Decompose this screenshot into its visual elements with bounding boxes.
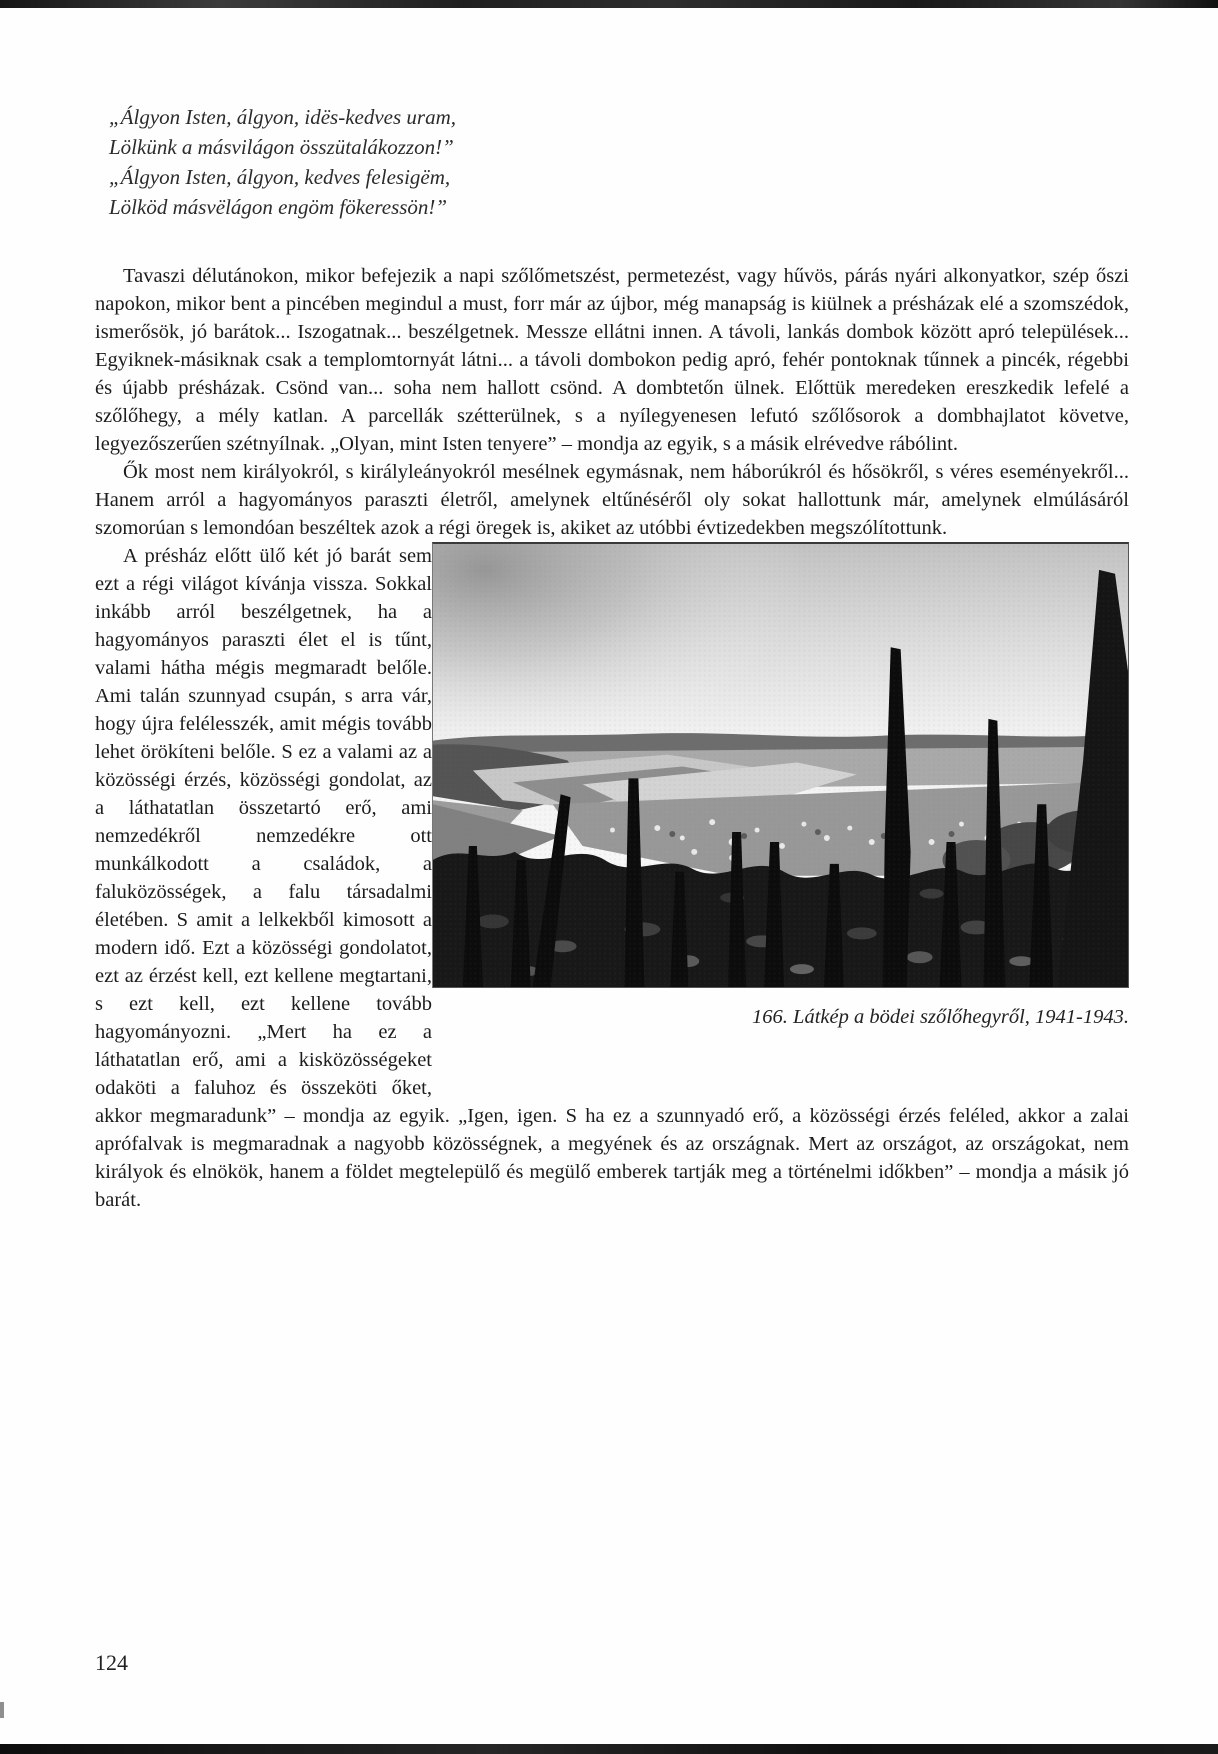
epigraph-line: „Álgyon Isten, álgyon, idës-kedves uram, xyxy=(109,105,457,129)
paragraph-1: Tavaszi délutánokon, mikor befejezik a napi szőlőmetszést, permetezést, vagy hűvös, párás nyári alkonyatkor, szép őszi napokon, mikor bent a pincében megindul a must, forr már az újbor, még manapság is kiülnek a présházak elé a szomszédok, ismerősök, jó barátok... Iszogatnak... beszélgetnek. Messze ellátni innen. A távoli, lankás dombok között apró települések... Egyiknek-másiknak csak a templomtornyát látni... a távoli dombokon pedig apró, fehér pontoknak tűnnek a pincék, régebbi és újabb présházak. Csönd van... soha nem hallott csönd. A dombtetőn ülnek. Előttük meredeken ereszkedik lefelé a szőlőhegy, a mély katlan. A parcellák szétterülnek, s a nyílegyenesen lefutó szőlősorok a dombhajlatot követve, legyezőszerűen szétnyílnak. „Olyan, mint Isten tenyere” – mondja az egyik, s a másik elrévedve rábólint. xyxy=(95,265,1129,455)
paragraph-3: A présház előtt ülő két jó barát sem ezt a régi világot kívánja vissza. Sokkal inkább arról beszélgetnek, ha a hagyományos paraszti élet el is tűnt, valami hátha mégis megmaradt belőle. Ami talán szunnyad csupán, s arra vár, hogy újra felélesszék, amit mégis tovább lehet örökíteni belőle. S ez a valami az a közösségi érzés, közösségi gondolat, az a láthatatlan összetartó erő, ami nemzedékről nemzedékre ott munkálkodott a családok, a faluközösségek, a falu társadalmi életében. S amit a lelkekből kimosott a modern idő. Ezt a közösségi gondolatot, ezt az érzést kell, ezt kellene megtartani, s ezt kell, ezt kellene tovább hagyományozni. „Mert ha ez a láthatatlan erő, ami a kisközösségeket odaköti a faluhoz és összeköti őket, akkor megmaradunk” – mondja az egyik. „Igen, igen. S ha ez a szunnyadó erő, a közösségi érzés feléled, akkor a zalai aprófalvak is megmaradnak a nagyobb közösségnek, a megyének és az országnak. Mert az országot, az országokat, nem királyok és elnökök, hanem a földet megtelepülő és megülő emberek tartják meg a történelmi időkben” – mondja a másik jó barát. xyxy=(95,545,1129,1211)
figure-166 xyxy=(432,542,1129,1102)
epigraph xyxy=(109,102,1129,222)
epigraph-line: Lölköd másvëlágon engöm fökeressön!” xyxy=(109,195,448,219)
figure-caption: 166. Látkép a bödei szőlőhegyről, 1941-1943. xyxy=(752,1006,1129,1028)
page-number: 124 xyxy=(95,1650,128,1675)
scan-top-edge xyxy=(0,0,1218,8)
paragraph-2: Ők most nem királyokról, s királyleányokról mesélnek egymásnak, nem háborúkról és hősökről, s véres eseményekről... Hanem arról a hagyományos paraszti életről, amelynek eltűnéséről oly sokat hallottunk már, amelynek elmúlásáról szomorúan s lemondóan beszéltek azok a régi öregek is, akiket az utóbbi évtizedekben megszólítottunk. xyxy=(95,461,1129,539)
photo-frame xyxy=(432,542,1129,988)
vineyard-landscape-photo xyxy=(433,544,1128,987)
scan-bottom-edge xyxy=(0,1744,1218,1754)
epigraph-line: Lölkünk a másvilágon összütalákozzon!” xyxy=(109,135,454,159)
scan-left-edge-mark xyxy=(0,1702,4,1718)
body-text xyxy=(95,262,1129,1214)
page-content xyxy=(95,102,1129,1214)
epigraph-line: „Álgyon Isten, álgyon, kedves felesigëm, xyxy=(109,165,451,189)
paragraph-3-with-figure xyxy=(95,542,1129,1214)
